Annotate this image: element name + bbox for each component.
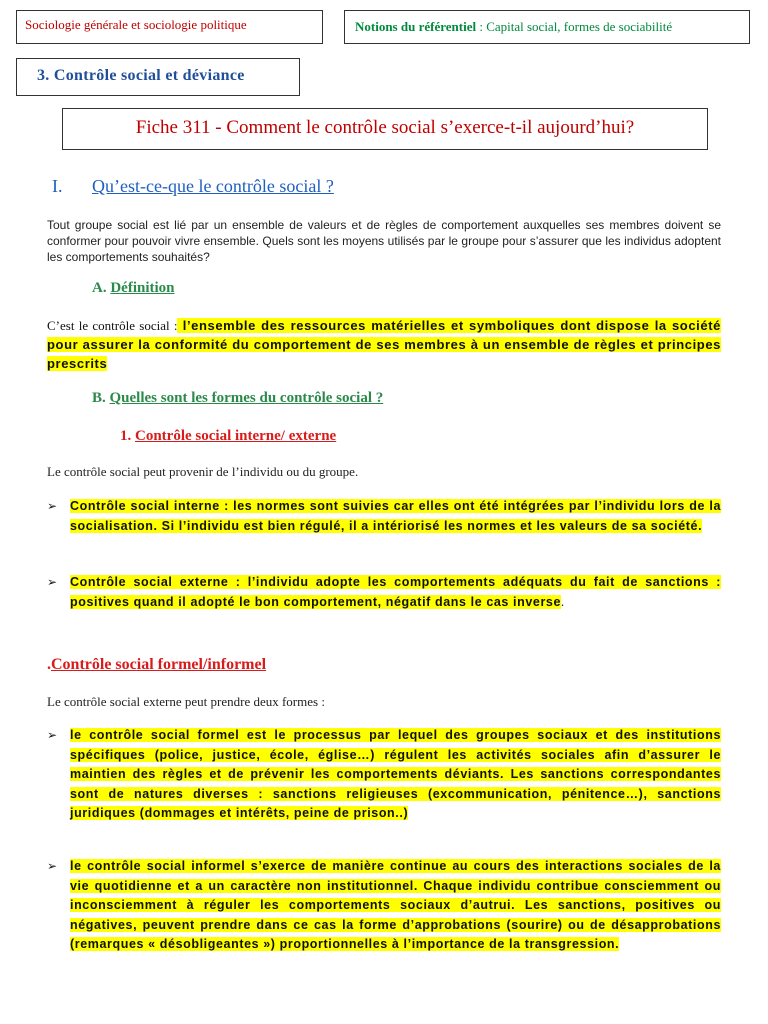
subheading-a-title: Définition xyxy=(110,280,175,296)
header-notions-box xyxy=(344,10,750,44)
subheading-formel-title: Contrôle social formel/informel xyxy=(51,656,267,673)
intro-paragraph: Tout groupe social est lié par un ensemble de valeurs et de règles de comportement auxquelles ses membres doivent se conformer pour pouvoir vivre ensemble. Quels sont les moyens utilisés par le groupe pour s’assurer que les individus adoptent les comportements souhaités? xyxy=(47,218,721,264)
subheading-1-title: Contrôle social interne/ externe xyxy=(135,428,337,444)
subheading-1 xyxy=(120,428,336,445)
section-title: 3. Contrôle social et déviance xyxy=(37,67,245,84)
external-forms-paragraph: Le contrôle social externe peut prendre deux formes : xyxy=(47,694,325,709)
section-title-box xyxy=(16,58,300,96)
arrowhead-bullet-icon: ➢ xyxy=(47,859,58,873)
definition-text: l’ensemble des ressources matérielles et symboliques dont dispose la société pour assurer la conformité du comportement de ses membres à un ensemble de règles et principes prescrits xyxy=(47,318,721,371)
part-title: Qu’est-ce-que le contrôle social ? xyxy=(92,176,334,196)
list-item-text: Contrôle social interne : les normes sont suivies car elles ont été intégrées par l’individu lors de la socialisation. Si l’individu est bien régulé, il a intériorisé les normes et les valeurs de sa société. xyxy=(70,499,721,533)
fiche-title: Fiche 311 - Comment le contrôle social s’exerce-t-il aujourd’hui? xyxy=(135,117,635,138)
subheading-formel-informel xyxy=(47,656,266,674)
arrowhead-bullet-icon: ➢ xyxy=(47,728,58,742)
header-subject: Sociologie générale et sociologie politique xyxy=(25,17,247,32)
subheading-1-number: 1. xyxy=(120,428,132,444)
subheading-b-letter: B. xyxy=(92,390,106,406)
definition-lead: C’est le contrôle social : xyxy=(47,318,178,333)
part-heading xyxy=(52,176,334,197)
subheading-a-letter: A. xyxy=(92,280,107,296)
list-item-text: le contrôle social formel est le processus par lequel des groupes sociaux et des institutions spécifiques (police, justice, école, église…) régulent les activités sociales afin d’assurer le maintien des règles et de prévenir les comportements déviants. Les sanctions correspondantes sont de natures diverses : sanctions religieuses (excommunication, pénitence…), sanctions juridiques (dommages et intérêts, peine de prison..) xyxy=(70,728,721,820)
fiche-title-box xyxy=(62,108,708,150)
list-item-tail: . xyxy=(561,594,565,609)
subheading-b-title: Quelles sont les formes du contrôle social ? xyxy=(109,390,384,406)
arrowhead-bullet-icon: ➢ xyxy=(47,575,58,589)
subheading-b xyxy=(92,390,383,407)
header-notions-value: : Capital social, formes de sociabilité xyxy=(476,19,673,34)
part-number: I. xyxy=(52,176,63,196)
subheading-prefix: . xyxy=(47,656,51,673)
list-item xyxy=(47,573,721,612)
list-item xyxy=(47,497,721,536)
header-subject-box xyxy=(16,10,323,44)
header-notions-label: Notions du référentiel xyxy=(355,19,477,34)
arrowhead-bullet-icon: ➢ xyxy=(47,499,58,513)
list-item-text: Contrôle social externe : l’individu adopte les comportements adéquats du fait de sanctions : positives quand il adopté le bon comportement, négatif dans le cas inverse xyxy=(70,575,721,609)
list-item-text: le contrôle social informel s’exerce de manière continue au cours des interactions sociales de la vie quotidienne et a un caractère non institutionnel. Chaque individu contribue consciemment ou inconsciemment à réguler les comportements sociaux d’autrui. Les sanctions, positives ou négatives, peuvent prendre dans ce cas la forme d’approbations (sourire) ou de désapprobations (remarques « désobligeantes ») proportionnelles à l’importance de la transgression. xyxy=(70,859,721,951)
list-item xyxy=(47,857,721,955)
definition-paragraph xyxy=(47,316,721,373)
list-item xyxy=(47,726,721,824)
subheading-a xyxy=(92,280,175,297)
provenance-paragraph: Le contrôle social peut provenir de l’individu ou du groupe. xyxy=(47,464,359,479)
